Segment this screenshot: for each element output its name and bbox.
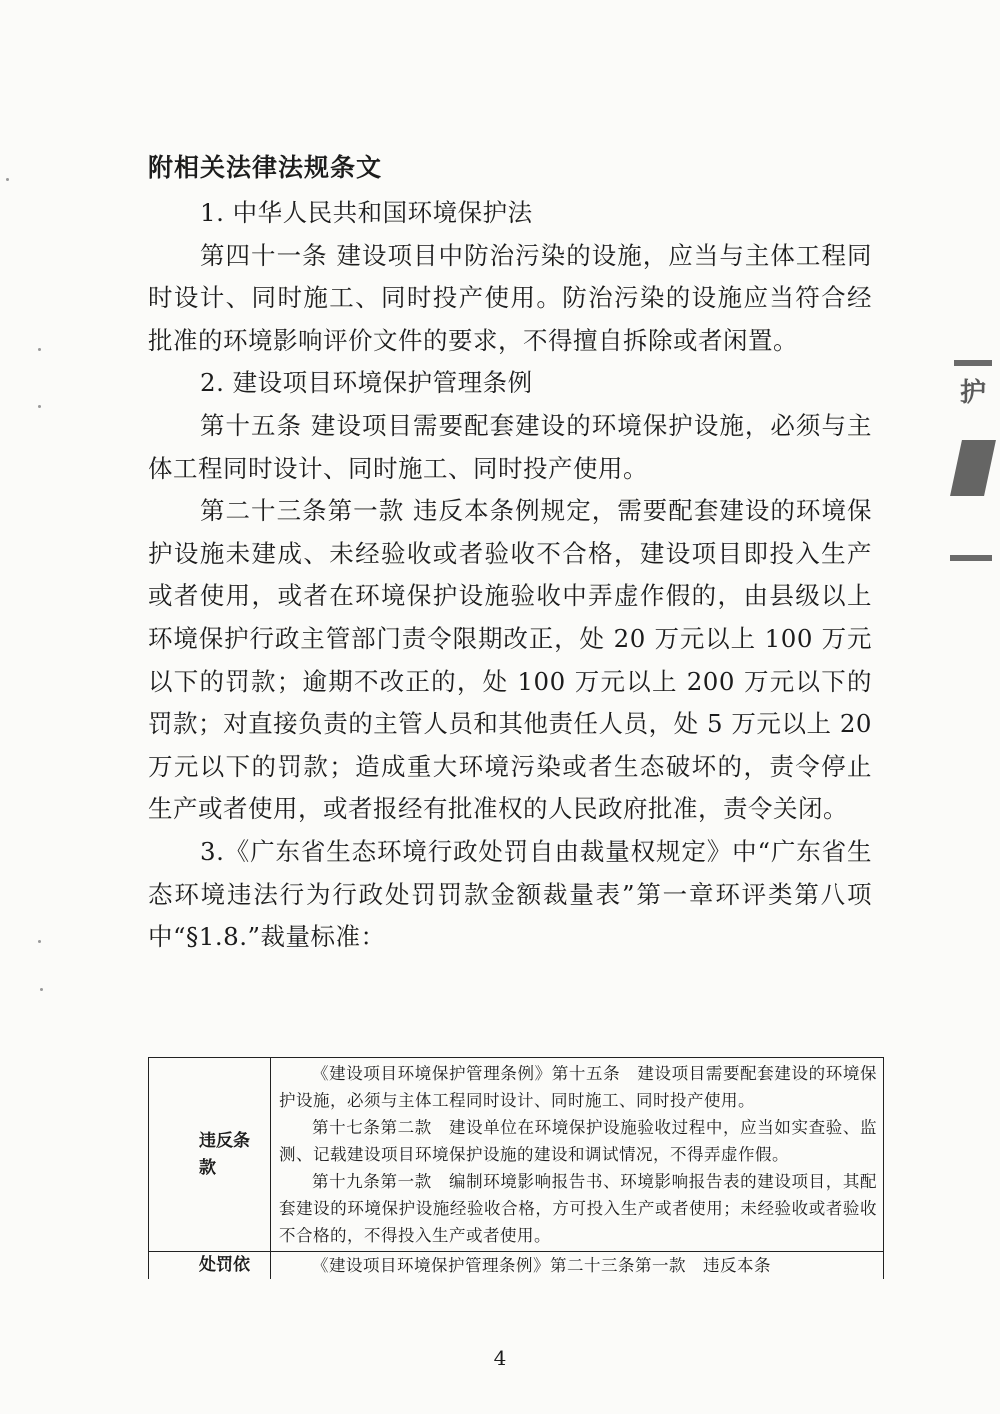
clause-paragraph: 《建设项目环境保护管理条例》第二十三条第一款 违反本条 bbox=[312, 1256, 771, 1275]
body-text bbox=[148, 192, 872, 959]
table-row bbox=[149, 1058, 884, 1252]
table-row bbox=[149, 1252, 884, 1280]
seal-bar bbox=[950, 555, 992, 561]
scan-speck bbox=[38, 348, 41, 351]
article-23-paragraph: 第二十三条第一款 违反本条例规定，需要配套建设的环境保护设施未建成、未经验收或者验收不合格，建设项目即投入生产或者使用，或者在环境保护设施验收中弄虚作假的，由县级以上环境保护行政主管部门责令限期改正，处 20 万元以上 100 万元以下的罚款；逾期不改正的，处 100 万元以上 200 万元以下的罚款；对直接负责的主管人员和其他责任人员，处 5 万元以上 20 万元以下的罚款；造成重大环境污染或者生态破坏的，责令停止生产或者使用，或者报经有批准权的人民政府批准，责令关闭。 bbox=[148, 496, 872, 824]
article-41-paragraph: 第四十一条 建设项目中防治污染的设施，应当与主体工程同时设计、同时施工、同时投产使用。防治污染的设施应当符合经批准的环境影响评价文件的要求，不得擅自拆除或者闲置。 bbox=[148, 240, 872, 355]
clause-paragraph: 第十七条第二款 建设单位在环境保护设施验收过程中，应当如实查验、监测、记载建设项目环境保护设施的建设和调试情况，不得弄虚作假。 bbox=[279, 1118, 877, 1164]
penalty-basis-label: 处罚依 bbox=[149, 1252, 271, 1280]
law-title-1: 1. 中华人民共和国环境保护法 bbox=[200, 198, 533, 227]
seal-character: 护 bbox=[960, 378, 987, 408]
clause-paragraph: 《建设项目环境保护管理条例》第十五条 建设项目需要配套建设的环境保护设施，必须与主体工程同时设计、同时施工、同时投产使用。 bbox=[279, 1064, 877, 1110]
law-title-2: 2. 建设项目环境保护管理条例 bbox=[200, 368, 533, 398]
violation-clause-label: 违反条款 bbox=[149, 1058, 271, 1252]
section-heading: 附相关法律法规条文 bbox=[148, 153, 383, 182]
regulation-title-3: 3.《广东省生态环境行政处罚自由裁量权规定》中“广东省生态环境违法行为行政处罚罚款金额裁量表”第一章环评类第八项中“§1.8.”裁量标准： bbox=[148, 836, 872, 952]
scan-speck bbox=[38, 940, 41, 943]
binding-seal-mark bbox=[950, 360, 992, 580]
page-number: 4 bbox=[493, 1346, 507, 1370]
scan-speck bbox=[40, 988, 43, 991]
scan-speck bbox=[38, 405, 41, 408]
penalty-standard-table bbox=[148, 1057, 884, 1279]
clause-paragraph: 第十九条第一款 编制环境影响报告书、环境影响报告表的建设项目，其配套建设的环境保护设施经验收合格，方可投入生产或者使用；未经验收或者验收不合格的，不得投入生产或者使用。 bbox=[279, 1172, 877, 1245]
seal-bar bbox=[954, 360, 992, 366]
seal-blot bbox=[950, 440, 996, 496]
penalty-basis-content bbox=[271, 1252, 884, 1280]
article-15-paragraph: 第十五条 建设项目需要配套建设的环境保护设施，必须与主体工程同时设计、同时施工、同时投产使用。 bbox=[148, 410, 872, 483]
scan-speck bbox=[6, 178, 9, 181]
violation-clause-content bbox=[271, 1058, 884, 1252]
